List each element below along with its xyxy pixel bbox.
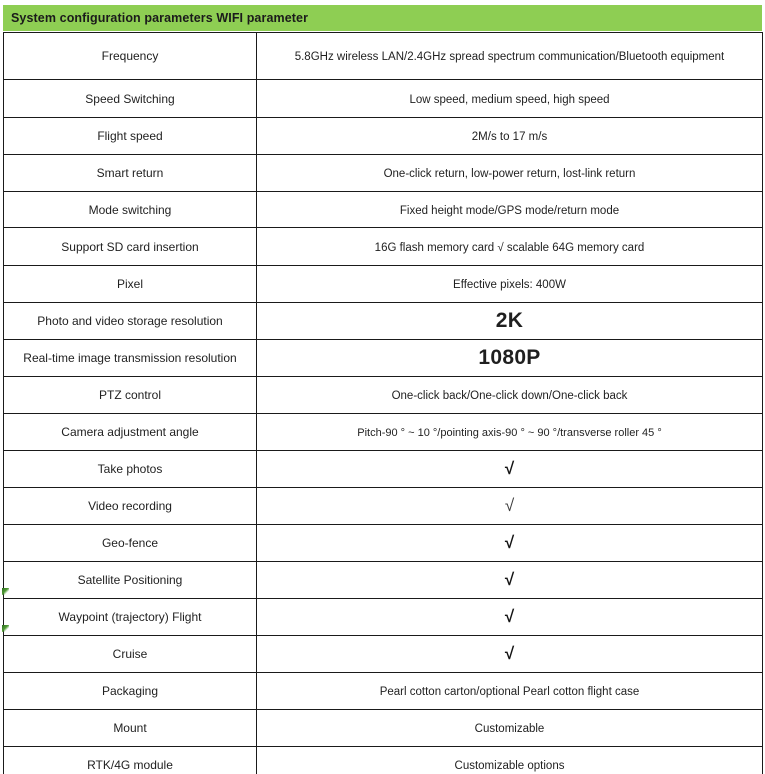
table-row (4, 377, 763, 414)
spec-label-text: PTZ control (98, 388, 161, 402)
spec-label-cell (4, 340, 257, 377)
spec-label-cell (4, 673, 257, 710)
table-row (4, 451, 763, 488)
table-row (4, 303, 763, 340)
checkmark-icon: √ (504, 606, 515, 626)
spec-label-text: Cruise (112, 647, 148, 661)
table-row (4, 340, 763, 377)
spec-value-cell (257, 266, 763, 303)
spec-label-cell (4, 747, 257, 774)
checkmark-icon: √ (504, 569, 515, 589)
spec-value-cell (257, 155, 763, 192)
table-row (4, 228, 763, 266)
spec-label-text: Pixel (116, 277, 143, 291)
spec-value-text: Fixed height mode/GPS mode/return mode (399, 204, 620, 217)
spec-label-cell (4, 636, 257, 673)
table-row (4, 118, 763, 155)
spec-label-text: Waypoint (trajectory) Flight (58, 610, 202, 624)
spec-label-cell (4, 303, 257, 340)
spec-value-cell (257, 636, 763, 673)
spec-label-cell (4, 266, 257, 303)
spec-label-text: Photo and video storage resolution (37, 314, 223, 328)
spec-label-cell (4, 155, 257, 192)
spec-label-cell (4, 192, 257, 228)
spec-value-text: Low speed, medium speed, high speed (409, 93, 610, 106)
table-row (4, 488, 763, 525)
table-row (4, 192, 763, 228)
spec-value-text: 16G flash memory card √ scalable 64G memory card (374, 241, 645, 254)
table-row (4, 155, 763, 192)
spec-label-text: Frequency (101, 49, 159, 63)
spec-value-cell (257, 451, 763, 488)
spec-label-text: Mount (113, 721, 147, 735)
table-row (4, 266, 763, 303)
spec-value-cell (257, 562, 763, 599)
spec-value-text: Effective pixels: 400W (453, 279, 566, 291)
spec-value-cell (257, 118, 763, 155)
spec-label-text: Smart return (96, 166, 164, 180)
checkmark-icon: √ (504, 643, 515, 663)
spec-label-text: Packaging (101, 684, 159, 698)
table-row (4, 673, 763, 710)
spec-value-text: 2M/s to 17 m/s (471, 131, 548, 143)
spec-label-cell (4, 599, 257, 636)
spec-value-text: Customizable (474, 723, 545, 735)
spec-value-cell (257, 673, 763, 710)
checkmark-icon: √ (504, 458, 515, 478)
spec-value-text: 1080P (478, 346, 541, 370)
spec-value-cell (257, 228, 763, 266)
spec-label-text: Real-time image transmission resolution (23, 351, 237, 365)
spec-label-cell (4, 562, 257, 599)
spec-label-cell (4, 414, 257, 451)
table-row (4, 525, 763, 562)
table-row (4, 80, 763, 118)
table-row (4, 747, 763, 774)
spec-value-text: 2K (495, 309, 524, 333)
table-row (4, 33, 763, 80)
spec-label-text: Take photos (97, 462, 163, 476)
spec-value-cell (257, 340, 763, 377)
spec-label-cell (4, 118, 257, 155)
spec-value-cell (257, 33, 763, 80)
spec-value-text: One-click return, low-power return, lost-link return (383, 168, 636, 180)
spec-value-cell (257, 488, 763, 525)
spec-value-cell (257, 414, 763, 451)
spec-value-cell (257, 80, 763, 118)
spec-value-cell (257, 525, 763, 562)
specification-table (3, 32, 763, 774)
section-header-bar (3, 5, 762, 31)
spec-label-text: Mode switching (88, 202, 172, 217)
spec-label-text: Satellite Positioning (77, 573, 183, 587)
spec-value-text: 5.8GHz wireless LAN/2.4GHz spread spectrum communication/Bluetooth equipment (294, 51, 725, 63)
spec-value-cell (257, 710, 763, 747)
checkmark-icon: √ (504, 495, 515, 515)
table-row (4, 599, 763, 636)
spec-label-cell (4, 451, 257, 488)
table-row (4, 636, 763, 673)
spec-label-text: Video recording (88, 499, 172, 513)
spec-label-text: Speed Switching (85, 91, 175, 106)
spec-value-cell (257, 192, 763, 228)
spec-value-cell (257, 377, 763, 414)
spec-value-cell (257, 599, 763, 636)
spec-label-cell (4, 228, 257, 266)
spec-label-text: Support SD card insertion (61, 239, 199, 254)
spec-value-text: One-click back/One-click down/One-click back (391, 390, 628, 402)
spec-value-cell (257, 303, 763, 340)
spec-value-text: Customizable options (454, 760, 565, 772)
specification-table-body (4, 33, 763, 774)
spec-label-text: Flight speed (97, 129, 163, 143)
section-header-title: System configuration parameters WIFI parameter (11, 11, 309, 25)
spec-label-cell (4, 33, 257, 80)
spec-label-text: Camera adjustment angle (61, 425, 199, 439)
spec-value-text: Pitch-90 ° ~ 10 °/pointing axis-90 ° ~ 90 °/transverse roller 45 ° (357, 427, 662, 439)
spec-label-text: Geo-fence (101, 536, 159, 550)
spec-label-cell (4, 525, 257, 562)
spec-label-cell (4, 488, 257, 525)
table-row (4, 710, 763, 747)
table-row (4, 414, 763, 451)
spec-label-cell (4, 710, 257, 747)
checkmark-icon: √ (504, 532, 515, 552)
table-row (4, 562, 763, 599)
spec-label-text: RTK/4G module (87, 758, 173, 772)
spec-label-cell (4, 80, 257, 118)
spec-value-cell (257, 747, 763, 774)
spec-value-text: Pearl cotton carton/optional Pearl cotton flight case (379, 686, 640, 698)
spec-label-cell (4, 377, 257, 414)
